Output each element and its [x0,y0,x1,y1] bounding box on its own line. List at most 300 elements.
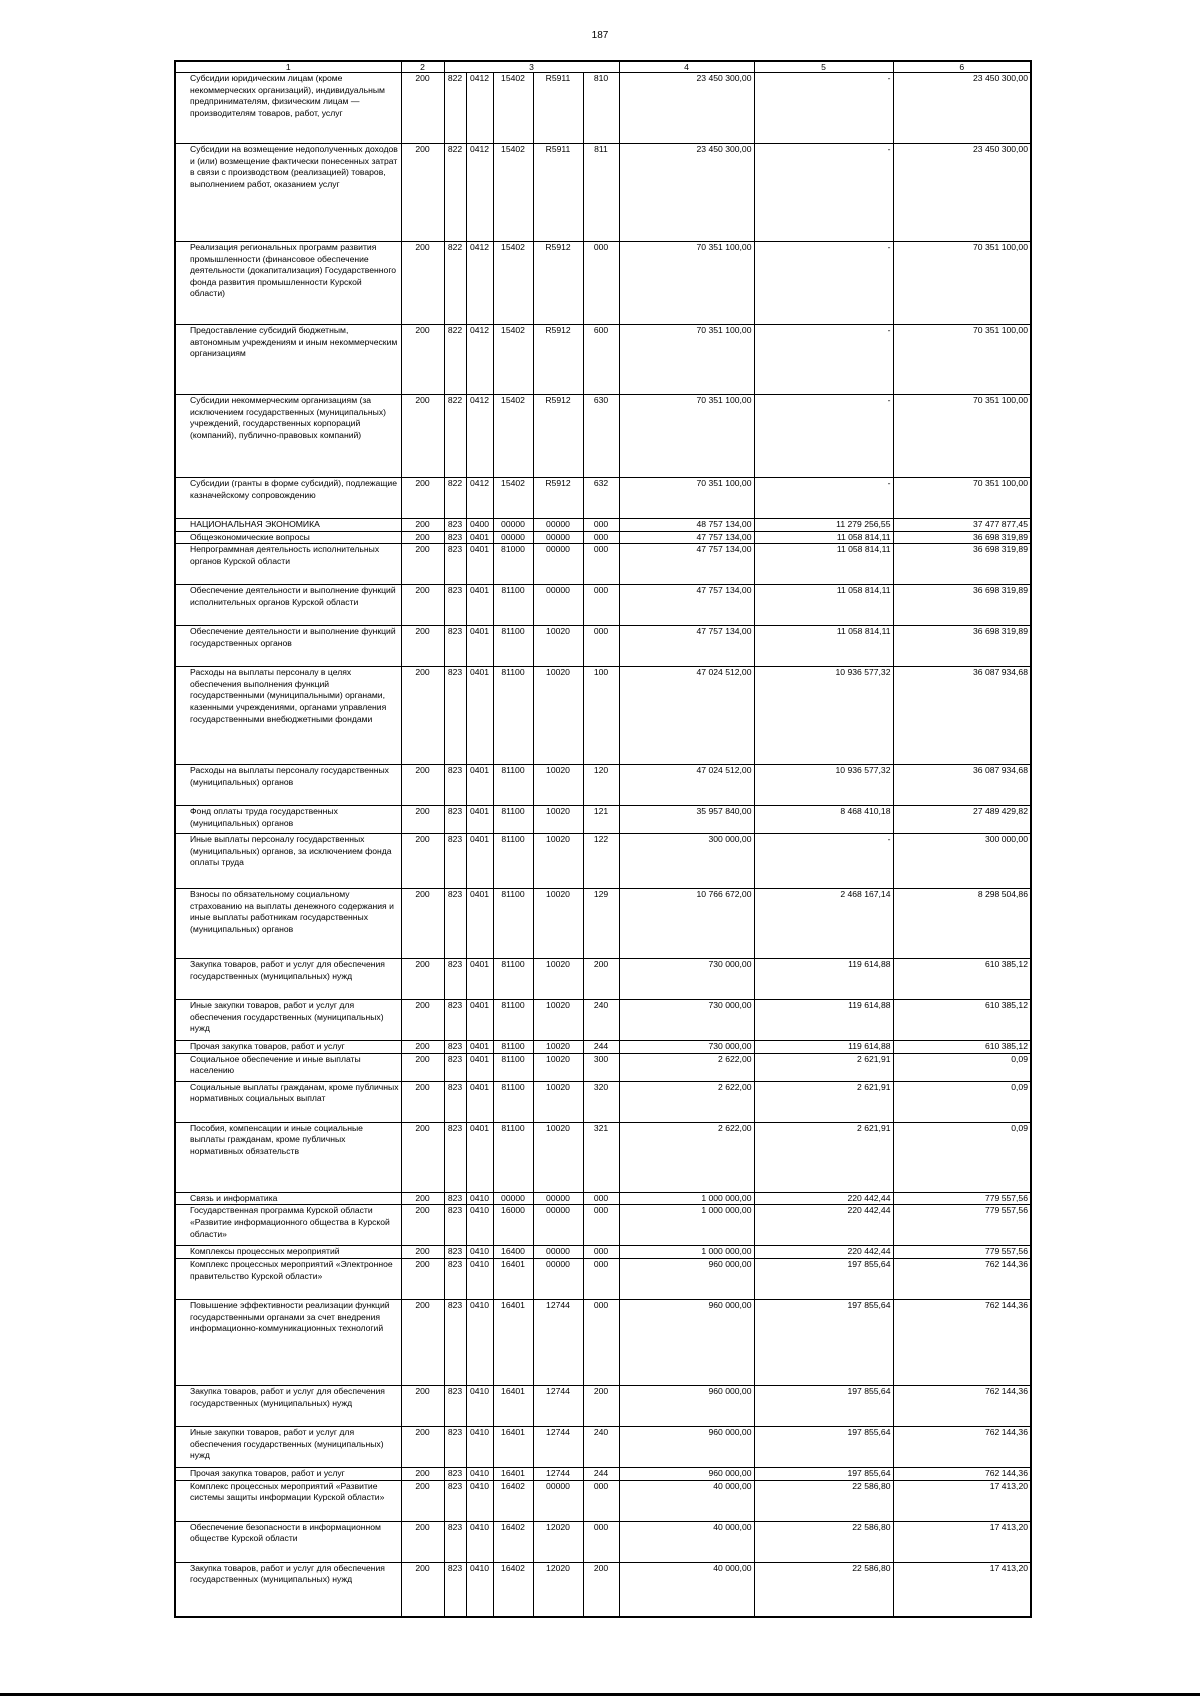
row-direction-code: 00000 [533,519,583,532]
row-program-code: 00000 [493,1192,533,1205]
row-remaining-amount: 762 144,36 [893,1426,1031,1467]
row-program-code: 00000 [493,531,533,544]
row-executed-amount: - [754,242,893,325]
row-planned-amount: 960 000,00 [619,1299,754,1385]
row-executed-amount: 22 586,80 [754,1480,893,1521]
row-expense-type-code: 000 [583,585,619,626]
page-bottom-rule [0,1693,1200,1696]
row-section-code: 0401 [466,1122,493,1192]
row-remaining-amount: 762 144,36 [893,1258,1031,1299]
row-direction-code: 10020 [533,1041,583,1054]
row-expense-type-code: 000 [583,1521,619,1562]
row-remaining-amount: 36 698 319,89 [893,531,1031,544]
row-section-code: 0401 [466,1053,493,1081]
row-ministry-code: 823 [444,889,466,959]
row-executed-amount: - [754,478,893,519]
row-direction-code: 00000 [533,1246,583,1259]
row-remaining-amount: 610 385,12 [893,959,1031,1000]
row-ministry-code: 823 [444,1081,466,1122]
table-row [175,1521,1031,1562]
row-name: Фонд оплаты труда государственных (муниципальных) органов [175,806,401,834]
row-ministry-code: 823 [444,1205,466,1246]
table-row [175,1467,1031,1480]
row-ministry-code: 823 [444,1299,466,1385]
row-program-code: 81100 [493,667,533,765]
table-row [175,626,1031,667]
row-ministry-code: 823 [444,667,466,765]
row-section-code: 0410 [466,1467,493,1480]
column-header-4: 4 [619,61,754,73]
row-ministry-code: 823 [444,1521,466,1562]
row-ministry-code: 823 [444,834,466,889]
row-direction-code: 10020 [533,667,583,765]
table-row [175,806,1031,834]
row-direction-code: 10020 [533,806,583,834]
table-row [175,395,1031,478]
table-row [175,531,1031,544]
row-executed-amount: 11 058 814,11 [754,544,893,585]
row-expense-type-code: 000 [583,544,619,585]
table-row [175,959,1031,1000]
table-row [175,1385,1031,1426]
row-executed-amount: - [754,834,893,889]
row-ministry-code: 823 [444,531,466,544]
row-executed-amount: 119 614,88 [754,1041,893,1054]
row-program-code: 81100 [493,585,533,626]
row-remaining-amount: 0,09 [893,1081,1031,1122]
row-code: 200 [401,1246,444,1259]
row-section-code: 0410 [466,1426,493,1467]
row-direction-code: 12744 [533,1467,583,1480]
row-direction-code: 10020 [533,959,583,1000]
row-program-code: 16401 [493,1299,533,1385]
row-program-code: 16401 [493,1467,533,1480]
row-name: Социальные выплаты гражданам, кроме публичных нормативных социальных выплат [175,1081,401,1122]
row-expense-type-code: 100 [583,667,619,765]
row-ministry-code: 823 [444,1246,466,1259]
table-row [175,667,1031,765]
row-expense-type-code: 000 [583,531,619,544]
row-ministry-code: 823 [444,1192,466,1205]
row-planned-amount: 47 757 134,00 [619,585,754,626]
row-ministry-code: 823 [444,1426,466,1467]
row-section-code: 0401 [466,531,493,544]
row-remaining-amount: 779 557,56 [893,1192,1031,1205]
row-ministry-code: 823 [444,519,466,532]
row-section-code: 0410 [466,1562,493,1617]
row-planned-amount: 1 000 000,00 [619,1246,754,1259]
row-direction-code: 00000 [533,1192,583,1205]
row-remaining-amount: 762 144,36 [893,1467,1031,1480]
row-section-code: 0412 [466,395,493,478]
table-row [175,834,1031,889]
row-direction-code: 12744 [533,1299,583,1385]
row-direction-code: 00000 [533,1480,583,1521]
row-ministry-code: 823 [444,1480,466,1521]
row-ministry-code: 823 [444,1041,466,1054]
row-executed-amount: 197 855,64 [754,1299,893,1385]
row-program-code: 15402 [493,478,533,519]
table-row [175,144,1031,242]
row-ministry-code: 822 [444,325,466,395]
row-executed-amount: - [754,325,893,395]
row-remaining-amount: 70 351 100,00 [893,395,1031,478]
row-executed-amount: 197 855,64 [754,1467,893,1480]
row-executed-amount: 11 058 814,11 [754,531,893,544]
row-program-code: 16402 [493,1562,533,1617]
row-direction-code: 10020 [533,1122,583,1192]
row-name: Социальное обеспечение и иные выплаты населению [175,1053,401,1081]
row-remaining-amount: 36 698 319,89 [893,585,1031,626]
row-code: 200 [401,834,444,889]
table-row [175,1426,1031,1467]
row-name: Связь и информатика [175,1192,401,1205]
row-remaining-amount: 0,09 [893,1053,1031,1081]
table-row [175,1081,1031,1122]
row-ministry-code: 822 [444,144,466,242]
row-expense-type-code: 000 [583,1205,619,1246]
row-remaining-amount: 17 413,20 [893,1480,1031,1521]
row-planned-amount: 40 000,00 [619,1480,754,1521]
row-code: 200 [401,765,444,806]
row-program-code: 81100 [493,765,533,806]
row-program-code: 81100 [493,1053,533,1081]
row-executed-amount: 197 855,64 [754,1426,893,1467]
row-program-code: 15402 [493,325,533,395]
row-executed-amount: 22 586,80 [754,1562,893,1617]
table-row [175,1258,1031,1299]
row-executed-amount: 119 614,88 [754,1000,893,1041]
table-body [175,73,1031,1618]
row-planned-amount: 47 757 134,00 [619,531,754,544]
row-code: 200 [401,519,444,532]
table-row [175,1205,1031,1246]
row-executed-amount: 2 621,91 [754,1122,893,1192]
row-planned-amount: 10 766 672,00 [619,889,754,959]
row-expense-type-code: 632 [583,478,619,519]
row-name: Прочая закупка товаров, работ и услуг [175,1041,401,1054]
row-planned-amount: 730 000,00 [619,1041,754,1054]
row-expense-type-code: 000 [583,242,619,325]
column-header-5: 5 [754,61,893,73]
row-remaining-amount: 36 087 934,68 [893,765,1031,806]
row-ministry-code: 823 [444,626,466,667]
row-expense-type-code: 300 [583,1053,619,1081]
table-row [175,585,1031,626]
row-program-code: 16400 [493,1246,533,1259]
row-ministry-code: 823 [444,765,466,806]
row-expense-type-code: 000 [583,1299,619,1385]
row-section-code: 0400 [466,519,493,532]
row-expense-type-code: 810 [583,73,619,144]
table-row [175,325,1031,395]
row-program-code: 81100 [493,1000,533,1041]
row-section-code: 0412 [466,325,493,395]
row-ministry-code: 823 [444,959,466,1000]
row-planned-amount: 730 000,00 [619,959,754,1000]
row-ministry-code: 822 [444,395,466,478]
row-code: 200 [401,1205,444,1246]
row-ministry-code: 823 [444,806,466,834]
row-section-code: 0410 [466,1205,493,1246]
row-name: Комплексы процессных мероприятий [175,1246,401,1259]
column-header-1: 1 [175,61,401,73]
row-program-code: 16402 [493,1480,533,1521]
row-direction-code: 12020 [533,1521,583,1562]
row-planned-amount: 40 000,00 [619,1562,754,1617]
table-row [175,1053,1031,1081]
row-direction-code: 12744 [533,1385,583,1426]
row-direction-code: 10020 [533,834,583,889]
row-name: Комплекс процессных мероприятий «Развитие системы защиты информации Курской области» [175,1480,401,1521]
row-section-code: 0401 [466,765,493,806]
row-program-code: 16401 [493,1258,533,1299]
row-program-code: 81100 [493,806,533,834]
row-direction-code: 12020 [533,1562,583,1617]
row-direction-code: 10020 [533,1000,583,1041]
row-name: Государственная программа Курской области «Развитие информационного общества в Курской области» [175,1205,401,1246]
table-row [175,73,1031,144]
row-planned-amount: 48 757 134,00 [619,519,754,532]
row-code: 200 [401,144,444,242]
row-code: 200 [401,1480,444,1521]
row-name: Субсидии на возмещение недополученных доходов и (или) возмещение фактически понесенных затрат в связи с производством (реализацией) товаров, выполнением работ, оказанием услуг [175,144,401,242]
row-expense-type-code: 240 [583,1000,619,1041]
row-section-code: 0410 [466,1480,493,1521]
row-remaining-amount: 779 557,56 [893,1246,1031,1259]
row-code: 200 [401,73,444,144]
row-remaining-amount: 0,09 [893,1122,1031,1192]
row-direction-code: 00000 [533,1258,583,1299]
row-direction-code: 12744 [533,1426,583,1467]
row-program-code: 81100 [493,1041,533,1054]
row-remaining-amount: 37 477 877,45 [893,519,1031,532]
row-section-code: 0410 [466,1521,493,1562]
row-planned-amount: 70 351 100,00 [619,242,754,325]
row-program-code: 15402 [493,73,533,144]
row-remaining-amount: 70 351 100,00 [893,478,1031,519]
row-section-code: 0401 [466,1000,493,1041]
row-expense-type-code: 630 [583,395,619,478]
row-section-code: 0401 [466,834,493,889]
row-planned-amount: 70 351 100,00 [619,478,754,519]
row-remaining-amount: 8 298 504,86 [893,889,1031,959]
row-expense-type-code: 240 [583,1426,619,1467]
row-section-code: 0410 [466,1258,493,1299]
row-direction-code: R5912 [533,395,583,478]
row-executed-amount: 2 621,91 [754,1081,893,1122]
column-header-2: 2 [401,61,444,73]
table-row [175,1480,1031,1521]
row-expense-type-code: 321 [583,1122,619,1192]
row-remaining-amount: 762 144,36 [893,1299,1031,1385]
row-direction-code: R5912 [533,242,583,325]
table-row [175,1192,1031,1205]
row-expense-type-code: 129 [583,889,619,959]
row-remaining-amount: 610 385,12 [893,1000,1031,1041]
row-executed-amount: 10 936 577,32 [754,765,893,806]
row-name: Повышение эффективности реализации функций государственными органами за счет внедрения информационно-коммуникационных технологий [175,1299,401,1385]
row-planned-amount: 2 622,00 [619,1122,754,1192]
table-row [175,478,1031,519]
row-section-code: 0412 [466,144,493,242]
row-expense-type-code: 200 [583,959,619,1000]
row-code: 200 [401,667,444,765]
row-code: 200 [401,1385,444,1426]
row-program-code: 81100 [493,626,533,667]
row-planned-amount: 960 000,00 [619,1385,754,1426]
row-name: Субсидии (гранты в форме субсидий), подлежащие казначейскому сопровождению [175,478,401,519]
row-section-code: 0401 [466,1081,493,1122]
row-expense-type-code: 121 [583,806,619,834]
row-section-code: 0401 [466,544,493,585]
table-row [175,1562,1031,1617]
row-planned-amount: 960 000,00 [619,1258,754,1299]
row-executed-amount: 2 468 167,14 [754,889,893,959]
row-executed-amount: 11 058 814,11 [754,585,893,626]
row-name: Закупка товаров, работ и услуг для обеспечения государственных (муниципальных) нужд [175,1385,401,1426]
table-row [175,1041,1031,1054]
row-section-code: 0410 [466,1246,493,1259]
row-planned-amount: 1 000 000,00 [619,1205,754,1246]
row-program-code: 81100 [493,959,533,1000]
row-direction-code: 10020 [533,765,583,806]
row-planned-amount: 47 024 512,00 [619,765,754,806]
row-direction-code: 10020 [533,889,583,959]
row-name: Расходы на выплаты персоналу государственных (муниципальных) органов [175,765,401,806]
row-name: Прочая закупка товаров, работ и услуг [175,1467,401,1480]
row-code: 200 [401,585,444,626]
row-section-code: 0412 [466,73,493,144]
row-ministry-code: 823 [444,1053,466,1081]
row-name: Иные выплаты персоналу государственных (муниципальных) органов, за исключением фонда оплаты труда [175,834,401,889]
row-name: Взносы по обязательному социальному страхованию на выплаты денежного содержания и иные выплаты работникам государственных (муниципальных) органов [175,889,401,959]
row-planned-amount: 40 000,00 [619,1521,754,1562]
row-planned-amount: 47 024 512,00 [619,667,754,765]
row-remaining-amount: 17 413,20 [893,1562,1031,1617]
row-code: 200 [401,478,444,519]
row-program-code: 81100 [493,889,533,959]
row-expense-type-code: 244 [583,1467,619,1480]
row-executed-amount: 8 468 410,18 [754,806,893,834]
row-program-code: 81100 [493,1122,533,1192]
row-expense-type-code: 000 [583,519,619,532]
row-expense-type-code: 811 [583,144,619,242]
table-row [175,765,1031,806]
row-name: НАЦИОНАЛЬНАЯ ЭКОНОМИКА [175,519,401,532]
table-row [175,1299,1031,1385]
table-row [175,519,1031,532]
row-executed-amount: 197 855,64 [754,1258,893,1299]
row-name: Пособия, компенсации и иные социальные выплаты гражданам, кроме публичных нормативных обязательств [175,1122,401,1192]
row-executed-amount: 11 279 256,55 [754,519,893,532]
row-planned-amount: 730 000,00 [619,1000,754,1041]
row-remaining-amount: 17 413,20 [893,1521,1031,1562]
row-code: 200 [401,1192,444,1205]
row-name: Закупка товаров, работ и услуг для обеспечения государственных (муниципальных) нужд [175,1562,401,1617]
row-executed-amount: 22 586,80 [754,1521,893,1562]
page-number: 187 [591,30,609,41]
row-expense-type-code: 000 [583,1192,619,1205]
row-code: 200 [401,395,444,478]
row-direction-code: 10020 [533,1053,583,1081]
row-section-code: 0401 [466,889,493,959]
row-ministry-code: 823 [444,1562,466,1617]
row-name: Субсидии некоммерческим организациям (за исключением государственных (муниципальных) учреждений, государственных корпораций (компаний), публично-правовых компаний) [175,395,401,478]
row-program-code: 15402 [493,395,533,478]
row-program-code: 00000 [493,519,533,532]
row-program-code: 16000 [493,1205,533,1246]
row-ministry-code: 823 [444,544,466,585]
row-expense-type-code: 244 [583,1041,619,1054]
row-remaining-amount: 27 489 429,82 [893,806,1031,834]
row-remaining-amount: 762 144,36 [893,1385,1031,1426]
row-executed-amount: 220 442,44 [754,1246,893,1259]
row-expense-type-code: 122 [583,834,619,889]
row-program-code: 15402 [493,144,533,242]
row-ministry-code: 823 [444,585,466,626]
row-remaining-amount: 36 698 319,89 [893,544,1031,585]
row-code: 200 [401,1299,444,1385]
row-planned-amount: 35 957 840,00 [619,806,754,834]
row-planned-amount: 70 351 100,00 [619,325,754,395]
row-planned-amount: 2 622,00 [619,1081,754,1122]
row-name: Иные закупки товаров, работ и услуг для обеспечения государственных (муниципальных) нужд [175,1426,401,1467]
row-executed-amount: 197 855,64 [754,1385,893,1426]
row-planned-amount: 47 757 134,00 [619,626,754,667]
row-remaining-amount: 610 385,12 [893,1041,1031,1054]
row-code: 200 [401,889,444,959]
row-direction-code: 00000 [533,1205,583,1246]
row-name: Комплекс процессных мероприятий «Электронное правительство Курской области» [175,1258,401,1299]
row-code: 200 [401,1467,444,1480]
row-direction-code: 10020 [533,1081,583,1122]
row-code: 200 [401,1081,444,1122]
row-code: 200 [401,531,444,544]
row-direction-code: R5911 [533,144,583,242]
row-code: 200 [401,626,444,667]
row-planned-amount: 23 450 300,00 [619,144,754,242]
row-code: 200 [401,959,444,1000]
row-program-code: 81000 [493,544,533,585]
row-remaining-amount: 23 450 300,00 [893,73,1031,144]
row-direction-code: 00000 [533,544,583,585]
row-name: Субсидии юридическим лицам (кроме некоммерческих организаций), индивидуальным предпринимателям, физическим лицам — производителям товаров, работ, услуг [175,73,401,144]
row-section-code: 0412 [466,478,493,519]
row-code: 200 [401,1521,444,1562]
row-program-code: 15402 [493,242,533,325]
row-remaining-amount: 70 351 100,00 [893,242,1031,325]
row-remaining-amount: 36 698 319,89 [893,626,1031,667]
table-row [175,1246,1031,1259]
row-expense-type-code: 000 [583,1246,619,1259]
row-name: Реализация региональных программ развития промышленности (финансовое обеспечение деятельности (докапитализация) Государственного фонда развития промышленности Курской области) [175,242,401,325]
row-code: 200 [401,1000,444,1041]
column-header-6: 6 [893,61,1031,73]
row-executed-amount: 220 442,44 [754,1192,893,1205]
row-section-code: 0401 [466,1041,493,1054]
row-ministry-code: 823 [444,1385,466,1426]
row-direction-code: R5912 [533,478,583,519]
row-ministry-code: 822 [444,478,466,519]
row-name: Обеспечение деятельности и выполнение функций исполнительных органов Курской области [175,585,401,626]
row-executed-amount: 220 442,44 [754,1205,893,1246]
row-section-code: 0401 [466,667,493,765]
column-header-3: 3 [444,61,619,73]
row-remaining-amount: 23 450 300,00 [893,144,1031,242]
row-section-code: 0401 [466,585,493,626]
row-code: 200 [401,325,444,395]
